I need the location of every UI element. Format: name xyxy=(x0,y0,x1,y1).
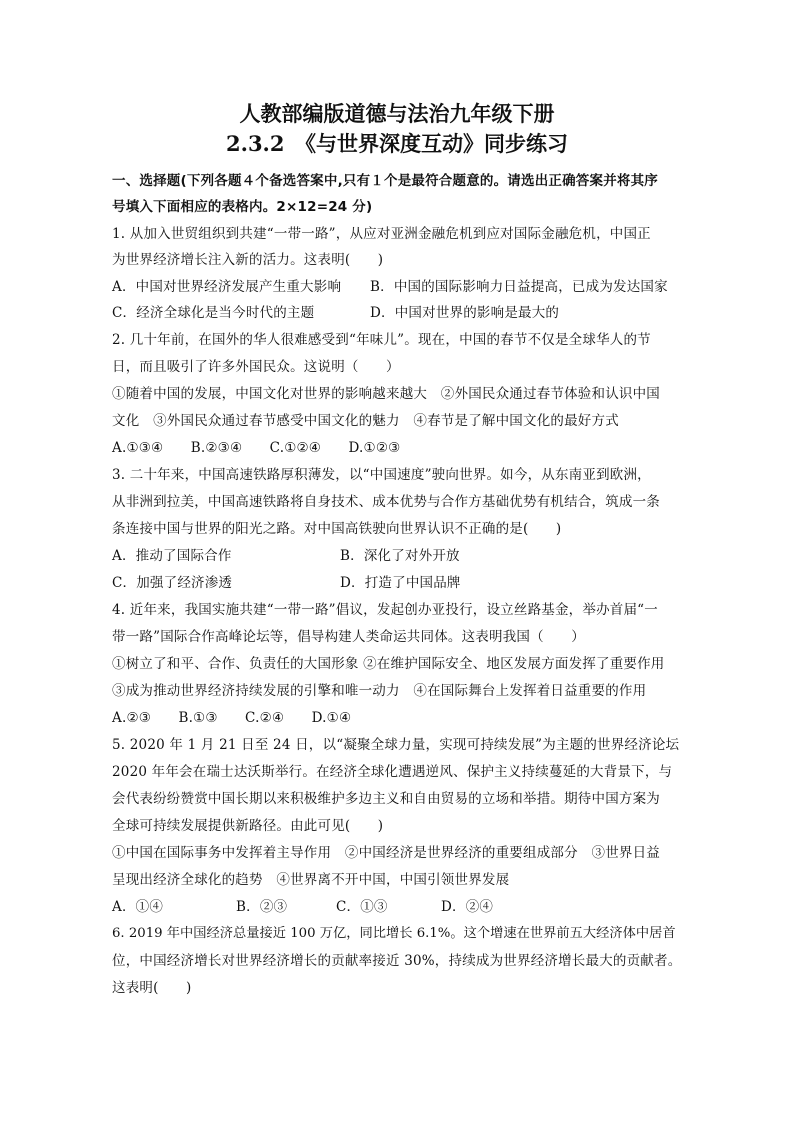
q1-option-c: C．经济全球化是当今时代的主题 xyxy=(112,305,315,321)
q5-stem-line-4: 全球可持续发展提供新路径。由此可见( ) xyxy=(112,818,384,834)
q4-options: A.②③ B.①③ C.②④ D.①④ xyxy=(112,710,352,726)
q4-item-line-1: ①树立了和平、合作、负责任的大国形象 ②在维护国际安全、地区发展方面发挥了重要作用 xyxy=(112,656,665,672)
q5-option-b: B．②③ xyxy=(236,899,288,915)
section-heading-line-2: 号填入下面相应的表格内。2×12=24 分) xyxy=(112,199,373,215)
q5-stem-line-3: 会代表纷纷赞赏中国长期以来积极维护多边主义和自由贸易的立场和举措。期待中国方案为 xyxy=(112,791,660,807)
q3-option-a: A．推动了国际合作 xyxy=(112,548,232,564)
q6-stem-line-1: 6. 2019 年中国经济总量接近 100 万亿，同比增长 6.1%。这个增速在世界前五大经济体中居首 xyxy=(112,926,676,941)
q3-stem-line-1: 3. 二十年来，中国高速铁路厚积薄发，以“中国速度”驶向世界。如今，从东南亚到欧洲， xyxy=(112,467,651,483)
q5-item-line-1: ①中国在国际事务中发挥着主导作用 ②中国经济是世界经济的重要组成部分 ③世界日益 xyxy=(112,845,660,861)
q1-stem-line-2: 为世界经济增长注入新的活力。这表明( ) xyxy=(112,252,384,268)
q5-option-d: D．②④ xyxy=(441,899,494,915)
q3-stem-line-3: 条连接中国与世界的阳光之路。对中国高铁驶向世界认识不正确的是( ) xyxy=(112,521,562,537)
q2-item-line-2: 文化 ③外国民众通过春节感受中国文化的魅力 ④春节是了解中国文化的最好方式 xyxy=(112,413,619,429)
q5-stem-line-2: 2020 年年会在瑞士达沃斯举行。在经济全球化遭遇逆风、保护主义持续蔓延的大背景下，与 xyxy=(112,764,673,780)
q2-stem-line-2: 日，而且吸引了许多外国民众。这说明（ ） xyxy=(112,359,400,375)
q5-item-line-2: 呈现出经济全球化的趋势 ④世界离不开中国，中国引领世界发展 xyxy=(112,872,510,888)
q4-item-line-2: ③成为推动世界经济持续发展的引擎和唯一动力 ④在国际舞台上发挥着日益重要的作用 xyxy=(112,683,647,699)
q5-stem-line-1: 5. 2020 年 1 月 21 日至 24 日，以“凝聚全球力量，实现可持续发展”为主题的世界经济论坛 xyxy=(112,737,680,753)
document-subtitle: 2.3.2 《与世界深度互动》同步练习 xyxy=(226,131,568,156)
q3-stem-line-2: 从非洲到拉美，中国高速铁路将自身技术、成本优势与合作方基础优势有机结合，筑成一条 xyxy=(112,494,660,510)
q1-option-d: D．中国对世界的影响是最大的 xyxy=(370,305,560,321)
q3-option-b: B．深化了对外开放 xyxy=(340,548,460,564)
q3-option-c: C．加强了经济渗透 xyxy=(112,575,233,591)
q4-stem-line-1: 4. 近年来，我国实施共建“一带一路”倡议，发起创办亚投行，设立丝路基金，举办首届“一 xyxy=(112,602,658,618)
q5-option-a: A．①④ xyxy=(112,899,164,915)
document-title: 人教部编版道德与法治九年级下册 xyxy=(239,101,555,126)
q1-option-b: B．中国的国际影响力日益提高，已成为发达国家 xyxy=(370,279,668,295)
q6-stem-line-2: 位，中国经济增长对世界经济增长的贡献率接近 30%，持续成为世界经济增长最大的贡献者。 xyxy=(112,953,682,969)
q2-item-line-1: ①随着中国的发展，中国文化对世界的影响越来越大 ②外国民众通过春节体验和认识中国 xyxy=(112,386,660,402)
q4-stem-line-2: 带一路”国际合作高峰论坛等，倡导构建人类命运共同体。这表明我国（ ） xyxy=(112,629,585,645)
q2-options: A.①③④ B.②③④ C.①②④ D.①②③ xyxy=(112,440,401,456)
q1-option-a: A．中国对世界经济发展产生重大影响 xyxy=(112,279,342,295)
section-heading-line-1: 一、选择题(下列各题４个备选答案中,只有１个是最符合题意的。请选出正确答案并将其序 xyxy=(112,173,658,189)
q2-stem-line-1: 2. 几十年前，在国外的华人很难感受到“年味儿”。现在，中国的春节不仅是全球华人的节 xyxy=(112,332,651,348)
q3-option-d: D．打造了中国品牌 xyxy=(340,575,461,591)
q5-option-c: C．①③ xyxy=(336,899,388,915)
q1-stem-line-1: 1. 从加入世贸组织到共建“一带一路”，从应对亚洲金融危机到应对国际金融危机，中国正 xyxy=(112,226,651,242)
q6-stem-line-3: 这表明( ) xyxy=(112,980,192,996)
